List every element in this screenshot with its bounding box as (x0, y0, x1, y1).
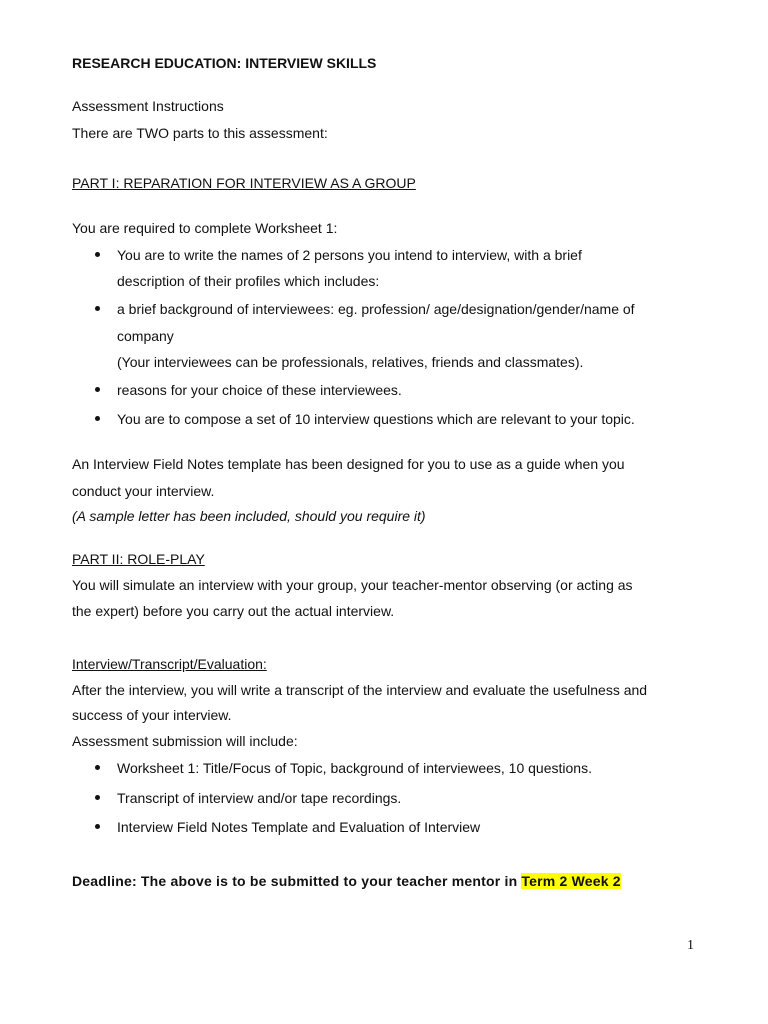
part1-bullet-2-line3: (Your interviewees can be professionals, relatives, friends and classmates). (117, 354, 584, 370)
part1-bullet-3: reasons for your choice of these interviewees. (117, 382, 402, 398)
part2-text-line2: the expert) before you carry out the actual interview. (72, 603, 395, 619)
part1-bullet-1-line1: You are to write the names of 2 persons you intend to interview, with a brief (117, 247, 582, 263)
assessment-intro-text: There are TWO parts to this assessment: (72, 125, 328, 141)
bullet-icon (95, 824, 100, 829)
bullet-icon (95, 416, 100, 421)
part1-bullet-2-line1: a brief background of interviewees: eg. profession/ age/designation/gender/name of (117, 301, 635, 317)
field-notes-text-line1: An Interview Field Notes template has been designed for you to use as a guide when you (72, 456, 625, 472)
submission-lead: Assessment submission will include: (72, 733, 298, 749)
deadline-statement (72, 871, 621, 891)
part1-bullet-4: You are to compose a set of 10 interview questions which are relevant to your topic. (117, 411, 635, 427)
bullet-icon (95, 795, 100, 800)
part1-bullet-2-line2: company (117, 328, 174, 344)
evaluation-text-line1: After the interview, you will write a transcript of the interview and evaluate the usefulness and (72, 682, 648, 698)
evaluation-heading: Interview/Transcript/Evaluation: (72, 656, 267, 672)
part1-heading: PART I: REPARATION FOR INTERVIEW AS A GROUP (72, 175, 416, 191)
part2-text-line1: You will simulate an interview with your group, your teacher-mentor observing (or acting as (72, 577, 633, 593)
deadline-text: Deadline: The above is to be submitted to your teacher mentor in (72, 873, 522, 889)
document-title: RESEARCH EDUCATION: INTERVIEW SKILLS (72, 55, 377, 71)
bullet-icon (95, 765, 100, 770)
bullet-icon (95, 306, 100, 311)
submission-bullet-2: Transcript of interview and/or tape recordings. (117, 790, 402, 806)
page-number: 1 (687, 938, 694, 953)
deadline-highlight: Term 2 Week 2 (521, 873, 621, 889)
part2-heading: PART II: ROLE-PLAY (72, 551, 205, 567)
submission-bullet-3: Interview Field Notes Template and Evaluation of Interview (117, 819, 481, 835)
part1-bullet-1-line2: description of their profiles which includes: (117, 273, 380, 289)
field-notes-text-line2: conduct your interview. (72, 483, 215, 499)
evaluation-text-line2: success of your interview. (72, 707, 232, 723)
assessment-instructions-heading: Assessment Instructions (72, 98, 224, 114)
bullet-icon (95, 252, 100, 257)
sample-letter-note: (A sample letter has been included, should you require it) (72, 508, 426, 524)
bullet-icon (95, 387, 100, 392)
submission-bullet-1: Worksheet 1: Title/Focus of Topic, background of interviewees, 10 questions. (117, 760, 592, 776)
part1-lead: You are required to complete Worksheet 1: (72, 220, 338, 236)
